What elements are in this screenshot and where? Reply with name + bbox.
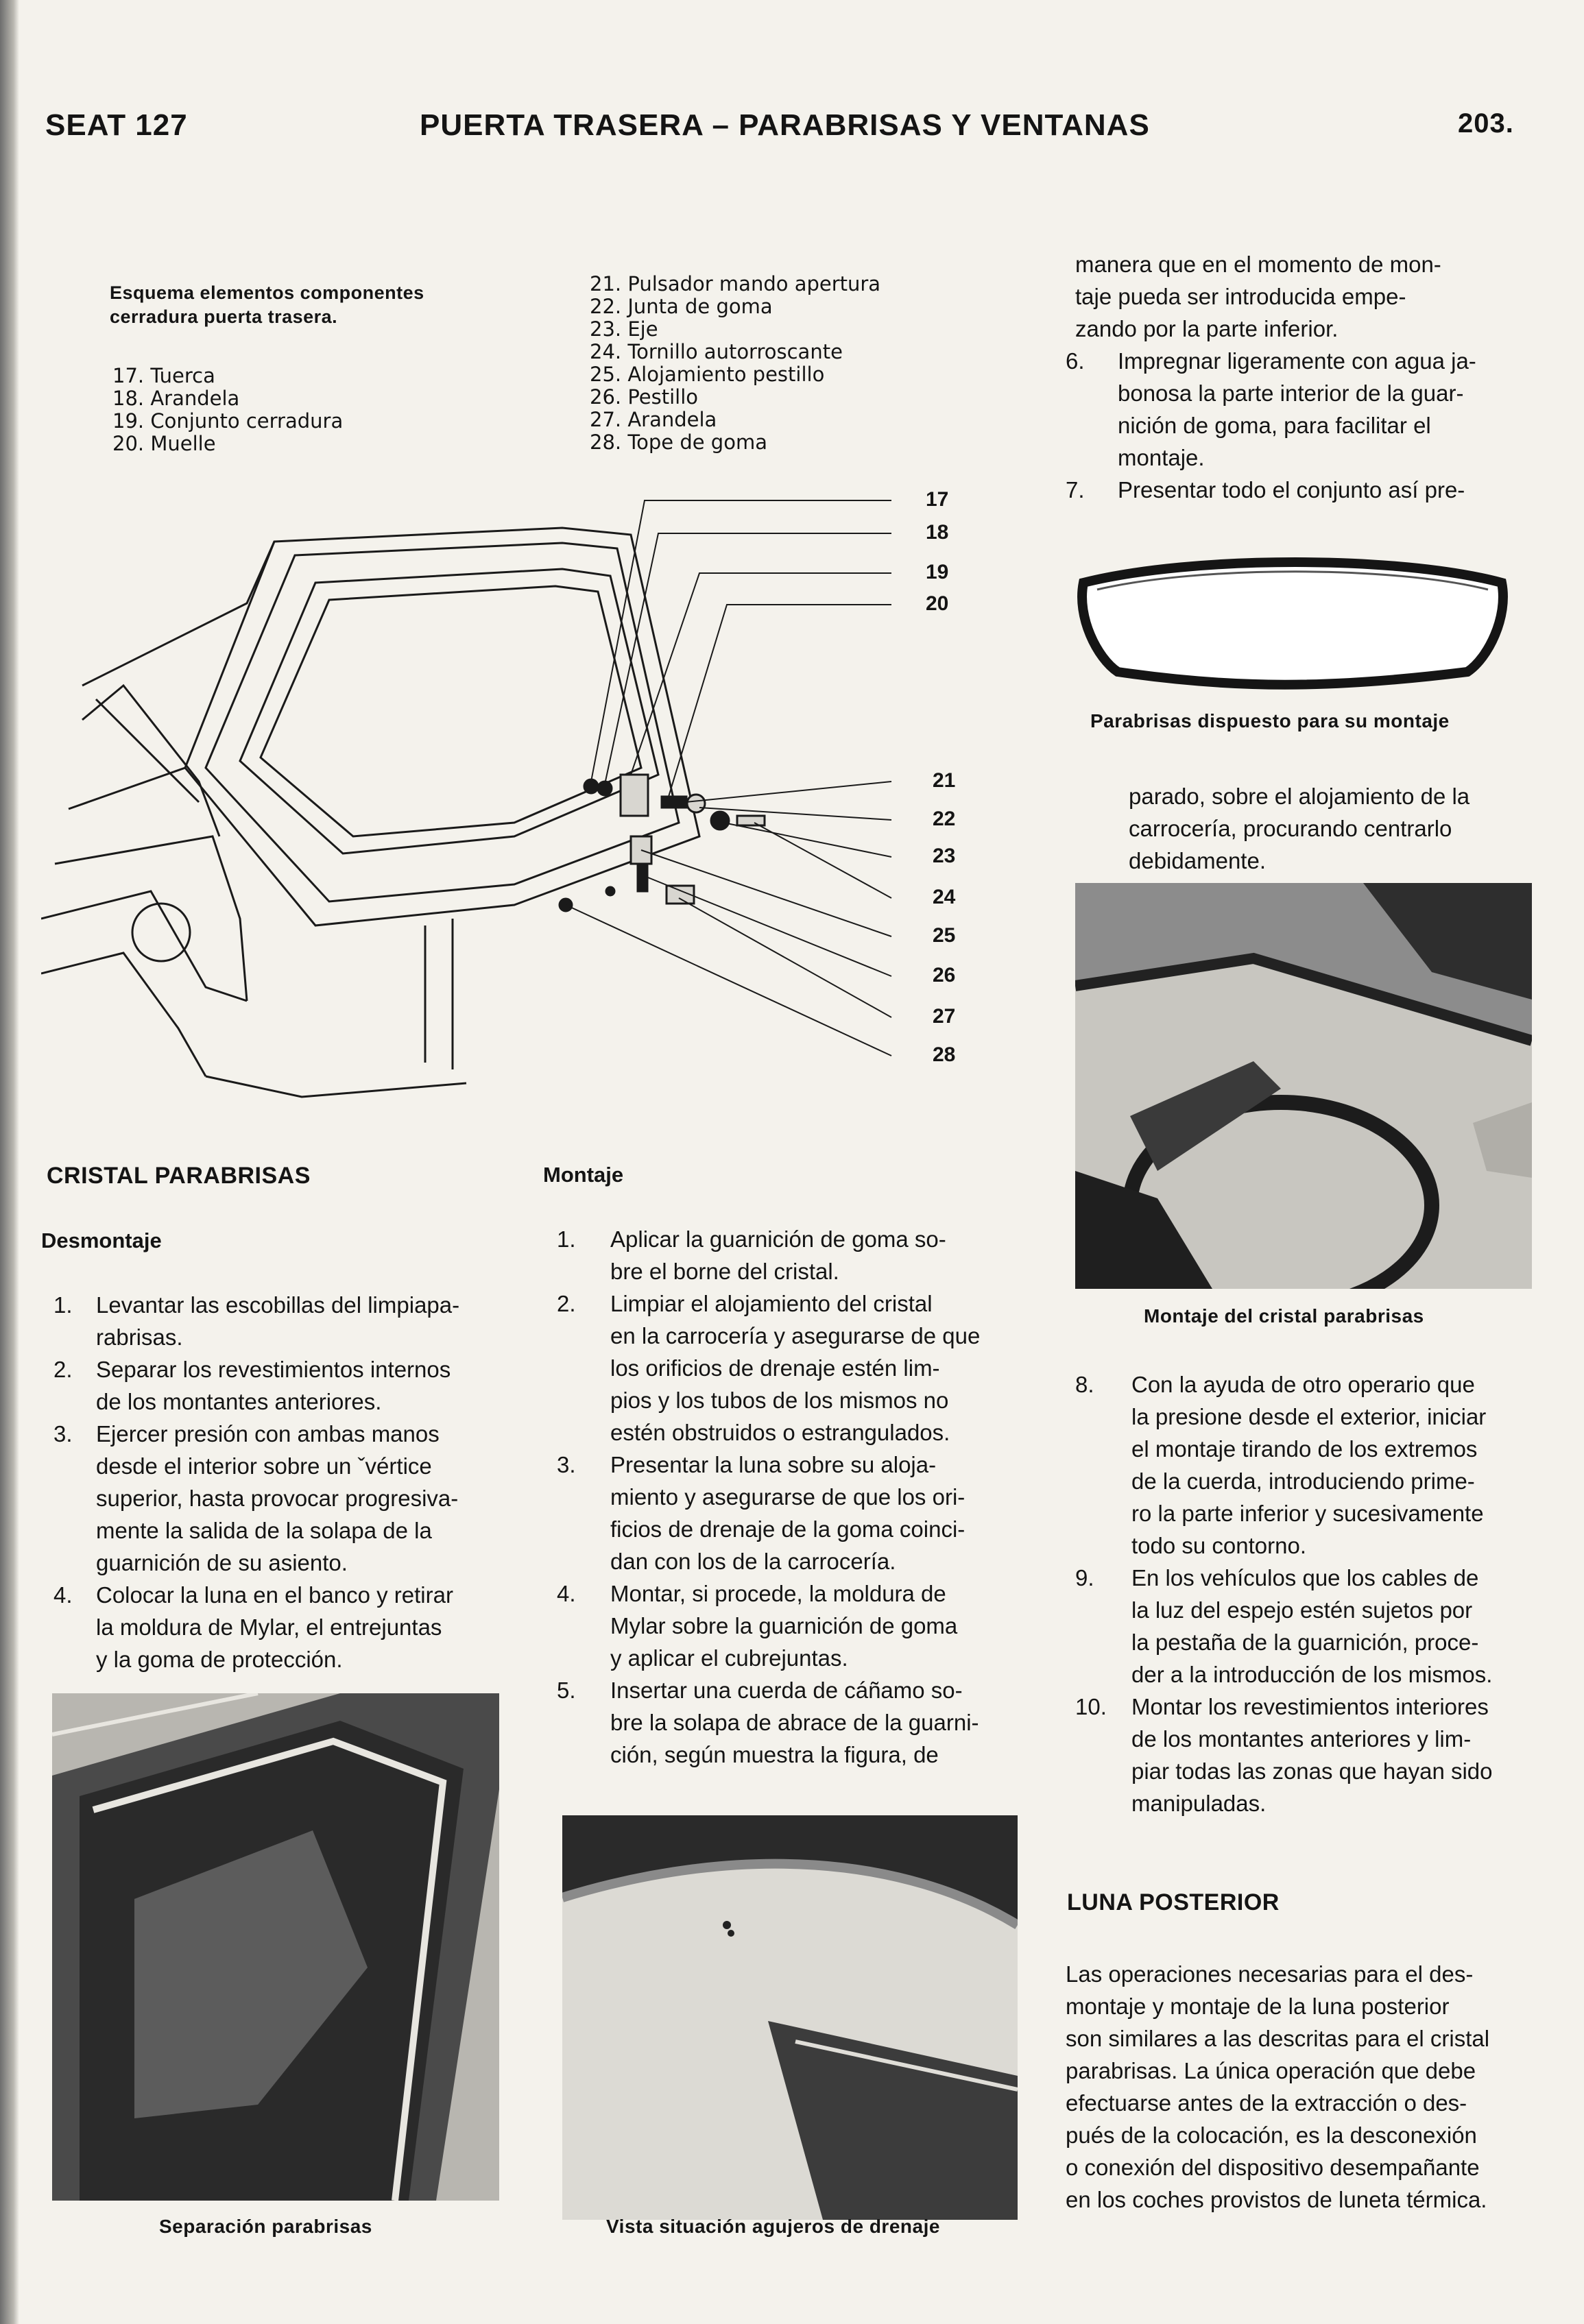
legend-left [112, 365, 343, 455]
text-line: bre el borne del cristal. [610, 1259, 839, 1284]
section-title-cristal: CRISTAL PARABRISAS [47, 1163, 311, 1189]
item-number: 2. [557, 1291, 576, 1316]
text-line: los orificios de drenaje estén lim- [610, 1355, 940, 1381]
text-line: guarnición de su asiento. [96, 1550, 348, 1575]
text-line: Impregnar ligeramente con agua ja- [1118, 348, 1476, 374]
legend-item: 17. Tuerca [112, 364, 215, 387]
callout-28: 28 [933, 1043, 956, 1066]
text-line: Colocar la luna en el banco y retirar [96, 1582, 453, 1608]
text-line: bre la solapa de abrace de la guarni- [610, 1710, 979, 1735]
text-line: Montar los revestimientos interiores [1131, 1694, 1489, 1719]
text-line: Aplicar la guarnición de goma so- [610, 1226, 946, 1252]
caption-windshield-drawing: Parabrisas dispuesto para su montaje [1090, 710, 1450, 731]
callout-24: 24 [933, 886, 956, 908]
photo-agujeros-drenaje [562, 1815, 1018, 2220]
list-item [1066, 345, 1528, 474]
fuel-cap [132, 904, 190, 961]
list-item [53, 1289, 506, 1353]
callout-26: 26 [933, 964, 956, 987]
text-line: pués de la colocación, es la desconexión [1066, 2122, 1477, 2148]
desmontaje-list [53, 1289, 506, 1675]
body-side [55, 836, 247, 1001]
right-list-b [1075, 1368, 1528, 1819]
text-line: en la carrocería y asegurarse de que [610, 1323, 981, 1348]
caption-montaje-cristal: Montaje del cristal parabrisas [1144, 1305, 1424, 1327]
text-line: la pestaña de la guarnición, proce- [1131, 1630, 1479, 1655]
text-line: son similares a las descritas para el cristal [1066, 2026, 1490, 2051]
text-line: taje pueda ser introducida empe- [1075, 284, 1406, 309]
luna-paragraph [1066, 1958, 1533, 2216]
item-number: 4. [53, 1582, 73, 1608]
header-title: PUERTA TRASERA – PARABRISAS Y VENTANAS [420, 108, 1150, 142]
text-line: desde el interior sobre un ˇvértice [96, 1453, 432, 1479]
item-number: 1. [53, 1292, 73, 1318]
list-item [557, 1287, 1018, 1449]
text-line: la luz del espejo estén sujetos por [1131, 1597, 1473, 1623]
text-line: pios y los tubos de los mismos no [610, 1388, 949, 1413]
legend-item: 19. Conjunto cerradura [112, 409, 344, 433]
list-item [557, 1674, 1018, 1771]
legend-item: 28. Tope de goma [590, 431, 767, 454]
text-line: estén obstruidos o estrangulados. [610, 1420, 950, 1445]
text-line: Ejercer presión con ambas manos [96, 1421, 440, 1447]
item-number: 10. [1075, 1694, 1107, 1719]
callout-21: 21 [933, 769, 956, 792]
rear-window [240, 569, 658, 854]
text-line: el montaje tirando de los extremos [1131, 1436, 1478, 1462]
legend-item: 24. Tornillo autorroscante [590, 340, 843, 363]
text-line: parabrisas. La única operación que debe [1066, 2058, 1476, 2083]
list-item [53, 1418, 506, 1579]
text-line: ro la parte inferior y sucesivamente [1131, 1501, 1484, 1526]
text-line: de la cuerda, introduciendo prime- [1131, 1468, 1475, 1494]
text-line: Las operaciones necesarias para el des- [1066, 1961, 1474, 1987]
tailgate-outline [185, 528, 699, 925]
text-line: Con la ayuda de otro operario que [1131, 1372, 1475, 1397]
text-line: y la goma de protección. [96, 1647, 343, 1672]
text-line: Presentar todo el conjunto así pre- [1118, 477, 1465, 503]
text-line: ficios de drenaje de la goma coinci- [610, 1516, 965, 1542]
text-line: en los coches provistos de luneta térmica. [1066, 2187, 1487, 2212]
callout-25: 25 [933, 924, 956, 947]
item-number: 3. [53, 1421, 73, 1447]
legend-item: 23. Eje [590, 317, 658, 341]
text-line: y aplicar el cubrejuntas. [610, 1645, 848, 1671]
text-line: Insertar una cuerda de cáñamo so- [610, 1678, 963, 1703]
list-item [557, 1223, 1018, 1287]
legend-right [590, 273, 880, 454]
text-line: montaje. [1118, 445, 1205, 470]
rear-door-lock-diagram [41, 480, 974, 1117]
item-number: 8. [1075, 1372, 1094, 1397]
text-line: o conexión del dispositivo desempañante [1066, 2155, 1480, 2180]
right-list-a [1066, 345, 1528, 506]
text-line: efectuarse antes de la extracción o des- [1066, 2090, 1467, 2116]
text-line: rabrisas. [96, 1324, 183, 1350]
legend-item: 26. Pestillo [590, 385, 699, 409]
diagram-caption: Esquema elementos componentes cerradura puerta trasera. [110, 282, 424, 327]
text-line: la moldura de Mylar, el entrejuntas [96, 1614, 442, 1640]
text-line: manera que en el momento de mon- [1075, 252, 1441, 277]
callout-20: 20 [926, 592, 949, 615]
text-line: superior, hasta provocar progresiva- [96, 1486, 459, 1511]
callout-27: 27 [933, 1005, 956, 1028]
callout-23: 23 [933, 845, 956, 867]
text-line: ción, según muestra la figura, de [610, 1742, 939, 1767]
callout-17: 17 [926, 488, 949, 511]
list-item [1075, 1691, 1528, 1819]
text-line: En los vehículos que los cables de [1131, 1565, 1479, 1590]
item-number: 9. [1075, 1565, 1094, 1590]
text-line: manipuladas. [1131, 1791, 1267, 1816]
text-line: de los montantes anteriores y lim- [1131, 1726, 1472, 1752]
section-title-luna: LUNA POSTERIOR [1067, 1889, 1280, 1915]
item-number: 5. [557, 1678, 576, 1703]
text-line: todo su contorno. [1131, 1533, 1307, 1558]
legend-item: 20. Muelle [112, 432, 216, 455]
item-number: 2. [53, 1357, 73, 1382]
item-number: 7. [1066, 477, 1085, 503]
text-line: dan con los de la carrocería. [610, 1549, 896, 1574]
text-line: Separar los revestimientos internos [96, 1357, 451, 1382]
callout-19: 19 [926, 561, 949, 583]
subtitle-desmontaje: Desmontaje [41, 1228, 162, 1252]
subtitle-montaje: Montaje [543, 1163, 624, 1187]
text-line: Montar, si procede, la moldura de [610, 1581, 946, 1606]
text-line: la presione desde el exterior, iniciar [1131, 1404, 1487, 1429]
text-line: Presentar la luna sobre su aloja- [610, 1452, 937, 1477]
item-number: 4. [557, 1581, 576, 1606]
list-item [1075, 1368, 1528, 1562]
car-rear-drawing [41, 480, 974, 1117]
text-line: parado, sobre el alojamiento de la [1129, 784, 1470, 809]
page-number: 203. [1458, 108, 1514, 138]
legend-item: 22. Junta de goma [590, 295, 773, 318]
text-line: zando por la parte inferior. [1075, 316, 1339, 341]
caption-separacion: Separación parabrisas [159, 2216, 372, 2237]
text-line: Mylar sobre la guarnición de goma [610, 1613, 958, 1638]
text-line: piar todas las zonas que hayan sido [1131, 1758, 1493, 1784]
item-number: 6. [1066, 348, 1085, 374]
montaje-list [557, 1223, 1018, 1771]
text-line: debidamente. [1129, 848, 1266, 873]
text-line: Levantar las escobillas del limpiapa- [96, 1292, 460, 1318]
text-line: de los montantes anteriores. [96, 1389, 382, 1414]
windshield-drawing [1056, 535, 1529, 692]
callout-18: 18 [926, 521, 949, 544]
list-item [557, 1449, 1018, 1577]
text-line: der a la introducción de los mismos. [1131, 1662, 1493, 1687]
photo-separacion-parabrisas [52, 1693, 499, 2201]
right-continuation [1075, 248, 1528, 345]
text-line: mente la salida de la solapa de la [96, 1518, 432, 1543]
photo-montaje-cristal [1075, 883, 1532, 1289]
legend-item: 21. Pulsador mando apertura [590, 272, 881, 295]
text-line: bonosa la parte interior de la guar- [1118, 380, 1464, 406]
scan-edge-shadow [0, 0, 19, 2324]
list-item [53, 1353, 506, 1418]
list-item [53, 1579, 506, 1675]
legend-item: 25. Alojamiento pestillo [590, 363, 825, 386]
right-continuation-2 [1129, 780, 1528, 877]
item-number: 3. [557, 1452, 576, 1477]
text-line: montaje y montaje de la luna posterior [1066, 1994, 1450, 2019]
legend-item: 27. Arandela [590, 408, 717, 431]
callout-22: 22 [933, 808, 956, 830]
text-line: nición de goma, para facilitar el [1118, 413, 1431, 438]
text-line: miento y asegurarse de que los ori- [610, 1484, 965, 1510]
text-line: Limpiar el alojamiento del cristal [610, 1291, 933, 1316]
list-item [557, 1577, 1018, 1674]
legend-item: 18. Arandela [112, 387, 240, 410]
text-line: carrocería, procurando centrarlo [1129, 816, 1452, 841]
caption-drenaje: Vista situación agujeros de drenaje [606, 2216, 940, 2237]
item-number: 1. [557, 1226, 576, 1252]
list-item [1075, 1562, 1528, 1691]
list-item [1066, 474, 1528, 506]
header-model: SEAT 127 [45, 108, 188, 142]
